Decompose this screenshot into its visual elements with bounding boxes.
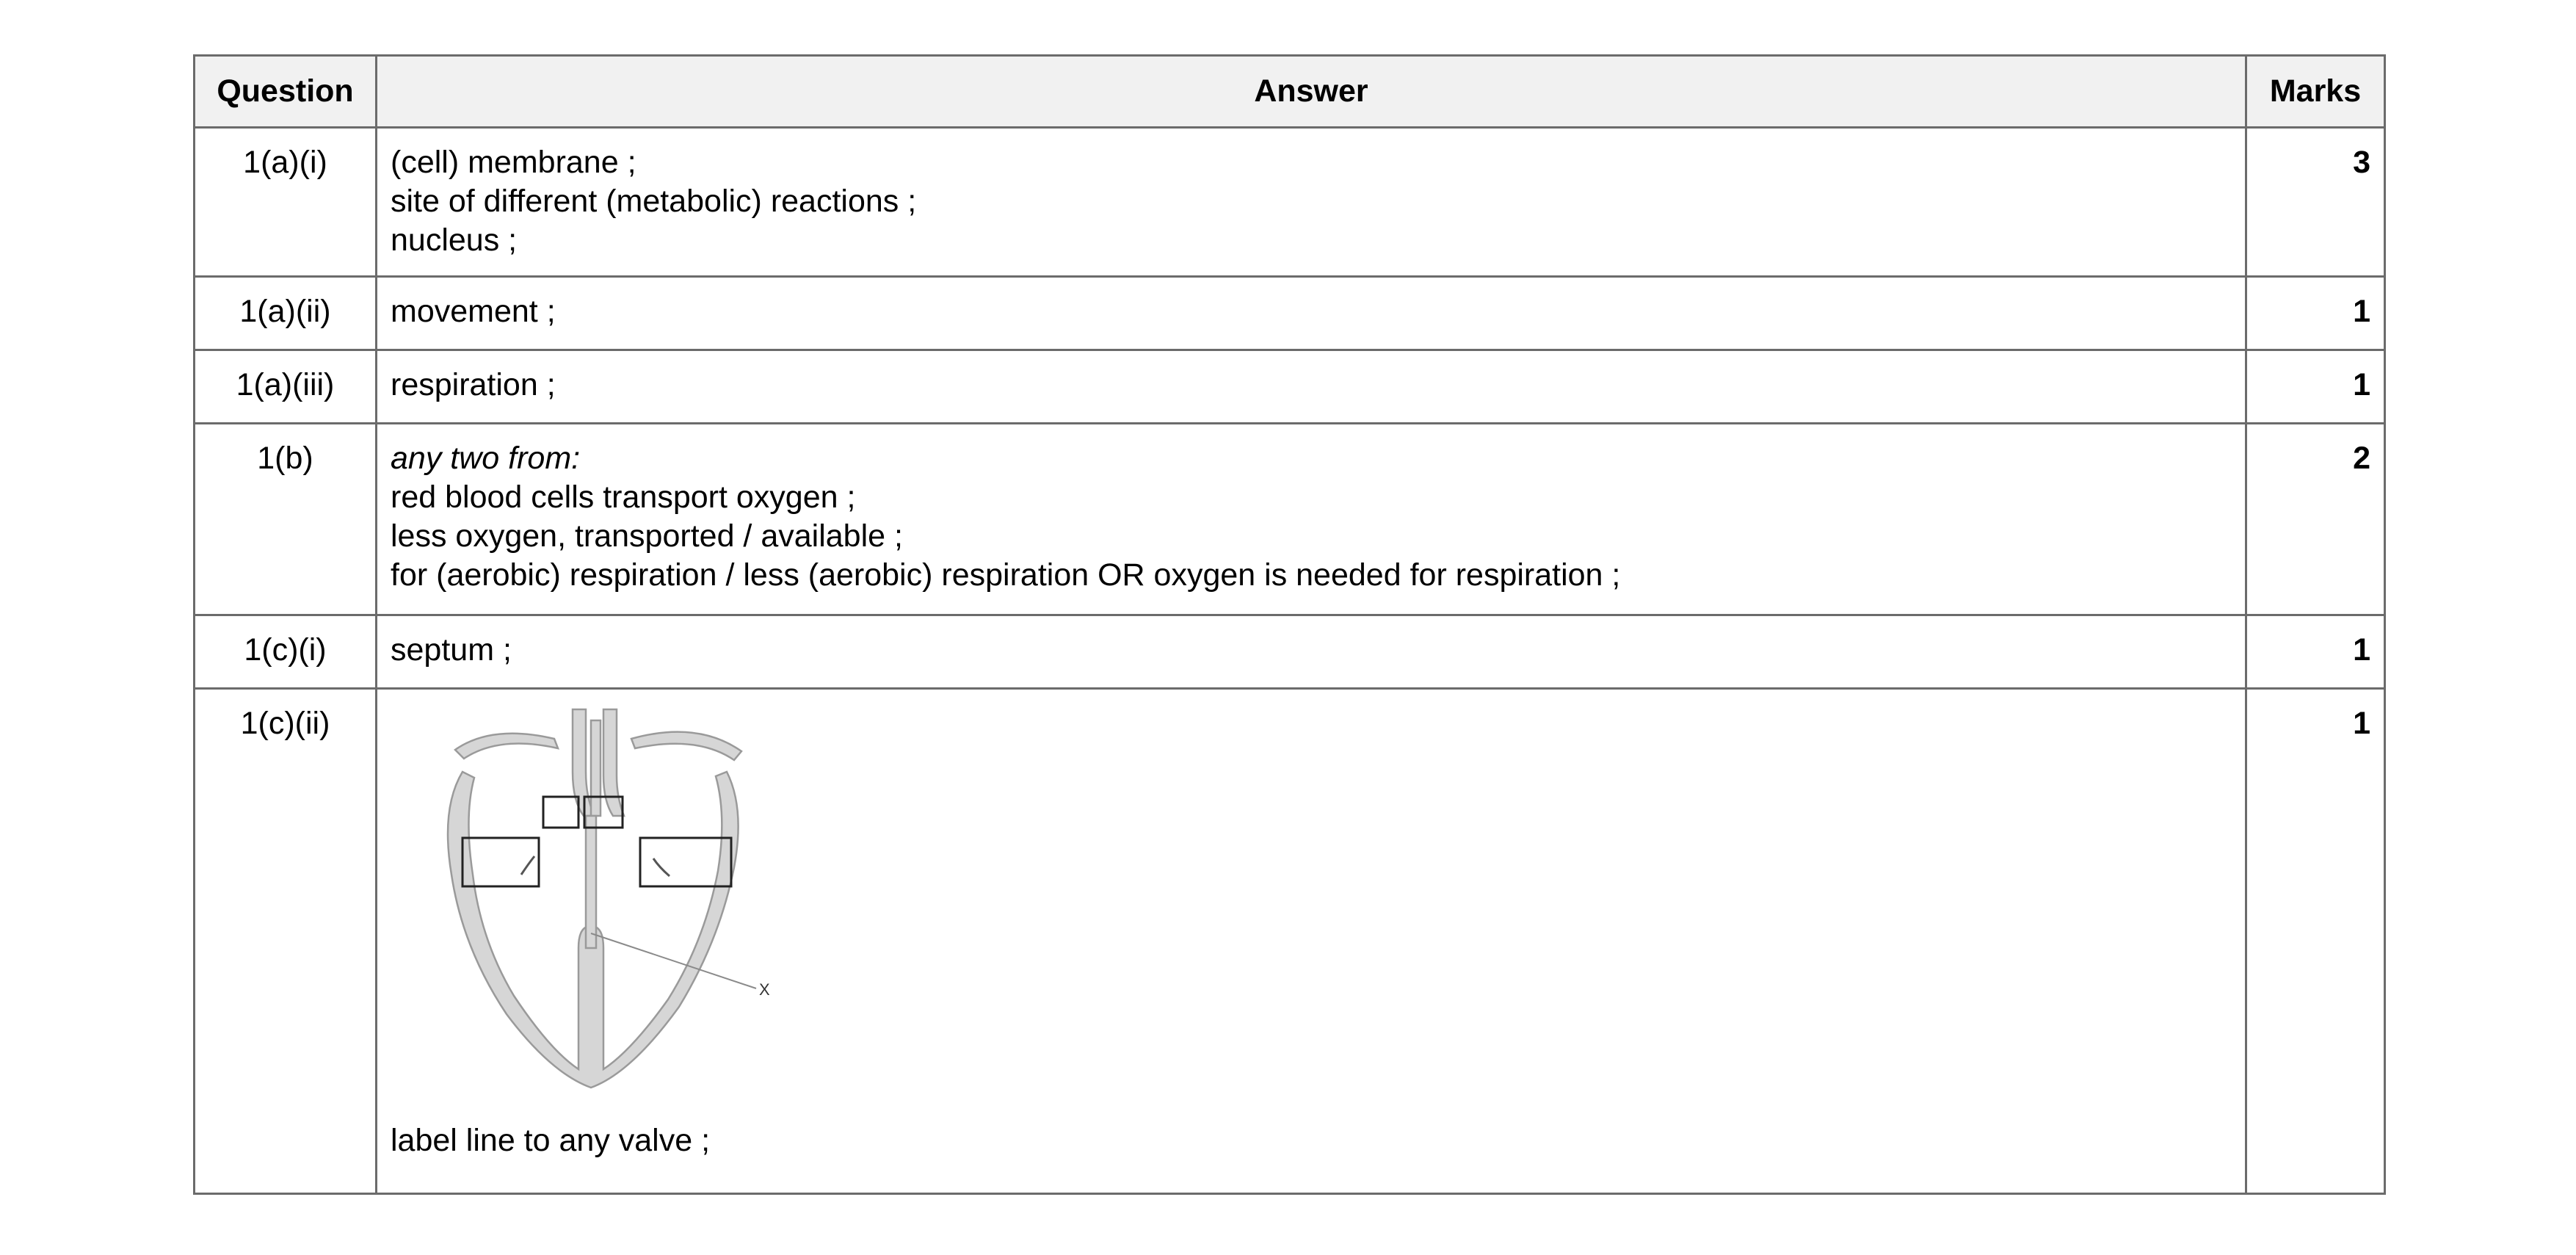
- valve-flap-left: [521, 856, 534, 875]
- answer-line: (cell) membrane ;: [391, 145, 636, 180]
- question-number: 1(a)(iii): [195, 350, 377, 424]
- answer-column-header: Answer: [377, 56, 2246, 128]
- table-row: [195, 615, 2385, 689]
- answer-cell: [377, 615, 2246, 689]
- mark-scheme-table: [193, 54, 2386, 1195]
- label-line: [591, 933, 756, 988]
- answer-line: for (aerobic) respiration / less (aerobic) respiration OR oxygen is needed for respiration ;: [391, 557, 1621, 593]
- vena-cava-vessel: [591, 720, 601, 816]
- answer-line: nucleus ;: [391, 223, 518, 258]
- answer-line: red blood cells transport oxygen ;: [391, 480, 856, 515]
- marks-value: 1: [2246, 689, 2385, 1194]
- answer-cell: [377, 689, 2246, 1194]
- question-number: 1(c)(ii): [195, 689, 377, 1194]
- question-number: 1(a)(i): [195, 128, 377, 277]
- answer-line: site of different (metabolic) reactions ;: [391, 184, 917, 219]
- answer-cell: [377, 277, 2246, 350]
- answer-cell: [377, 350, 2246, 424]
- answer-cell: [377, 424, 2246, 615]
- answer-line: movement ;: [391, 294, 556, 329]
- answer-line: respiration ;: [391, 367, 556, 402]
- pulmonary-vessel: [603, 709, 624, 816]
- question-number: 1(c)(i): [195, 615, 377, 689]
- answer-intro: any two from:: [391, 441, 581, 476]
- marks-column-header: Marks: [2246, 56, 2385, 128]
- label-marker-x: X: [759, 980, 770, 999]
- heart-outline: [448, 709, 741, 1088]
- marks-value: 1: [2246, 615, 2385, 689]
- question-column-header: Question: [195, 56, 377, 128]
- marks-value: 3: [2246, 128, 2385, 277]
- answer-line: label line to any valve ;: [391, 1123, 711, 1158]
- table-row: [195, 128, 2385, 277]
- marks-value: 1: [2246, 350, 2385, 424]
- heart-diagram: [411, 706, 808, 1117]
- question-number: 1(a)(ii): [195, 277, 377, 350]
- marks-value: 1: [2246, 277, 2385, 350]
- answer-line: septum ;: [391, 632, 512, 668]
- answer-cell: [377, 128, 2246, 277]
- header-row: [195, 56, 2385, 128]
- left-arch-vessel: [455, 734, 558, 759]
- question-number: 1(b): [195, 424, 377, 615]
- table-row: [195, 424, 2385, 615]
- table-row: [195, 277, 2385, 350]
- table-row: [195, 689, 2385, 1194]
- right-arch-vessel: [631, 732, 741, 760]
- valve-flap-right: [653, 858, 670, 876]
- septum-wall: [586, 816, 596, 948]
- answer-line: less oxygen, transported / available ;: [391, 518, 903, 554]
- table-row: [195, 350, 2385, 424]
- marks-value: 2: [2246, 424, 2385, 615]
- valve-box-semilunar-left: [543, 797, 578, 828]
